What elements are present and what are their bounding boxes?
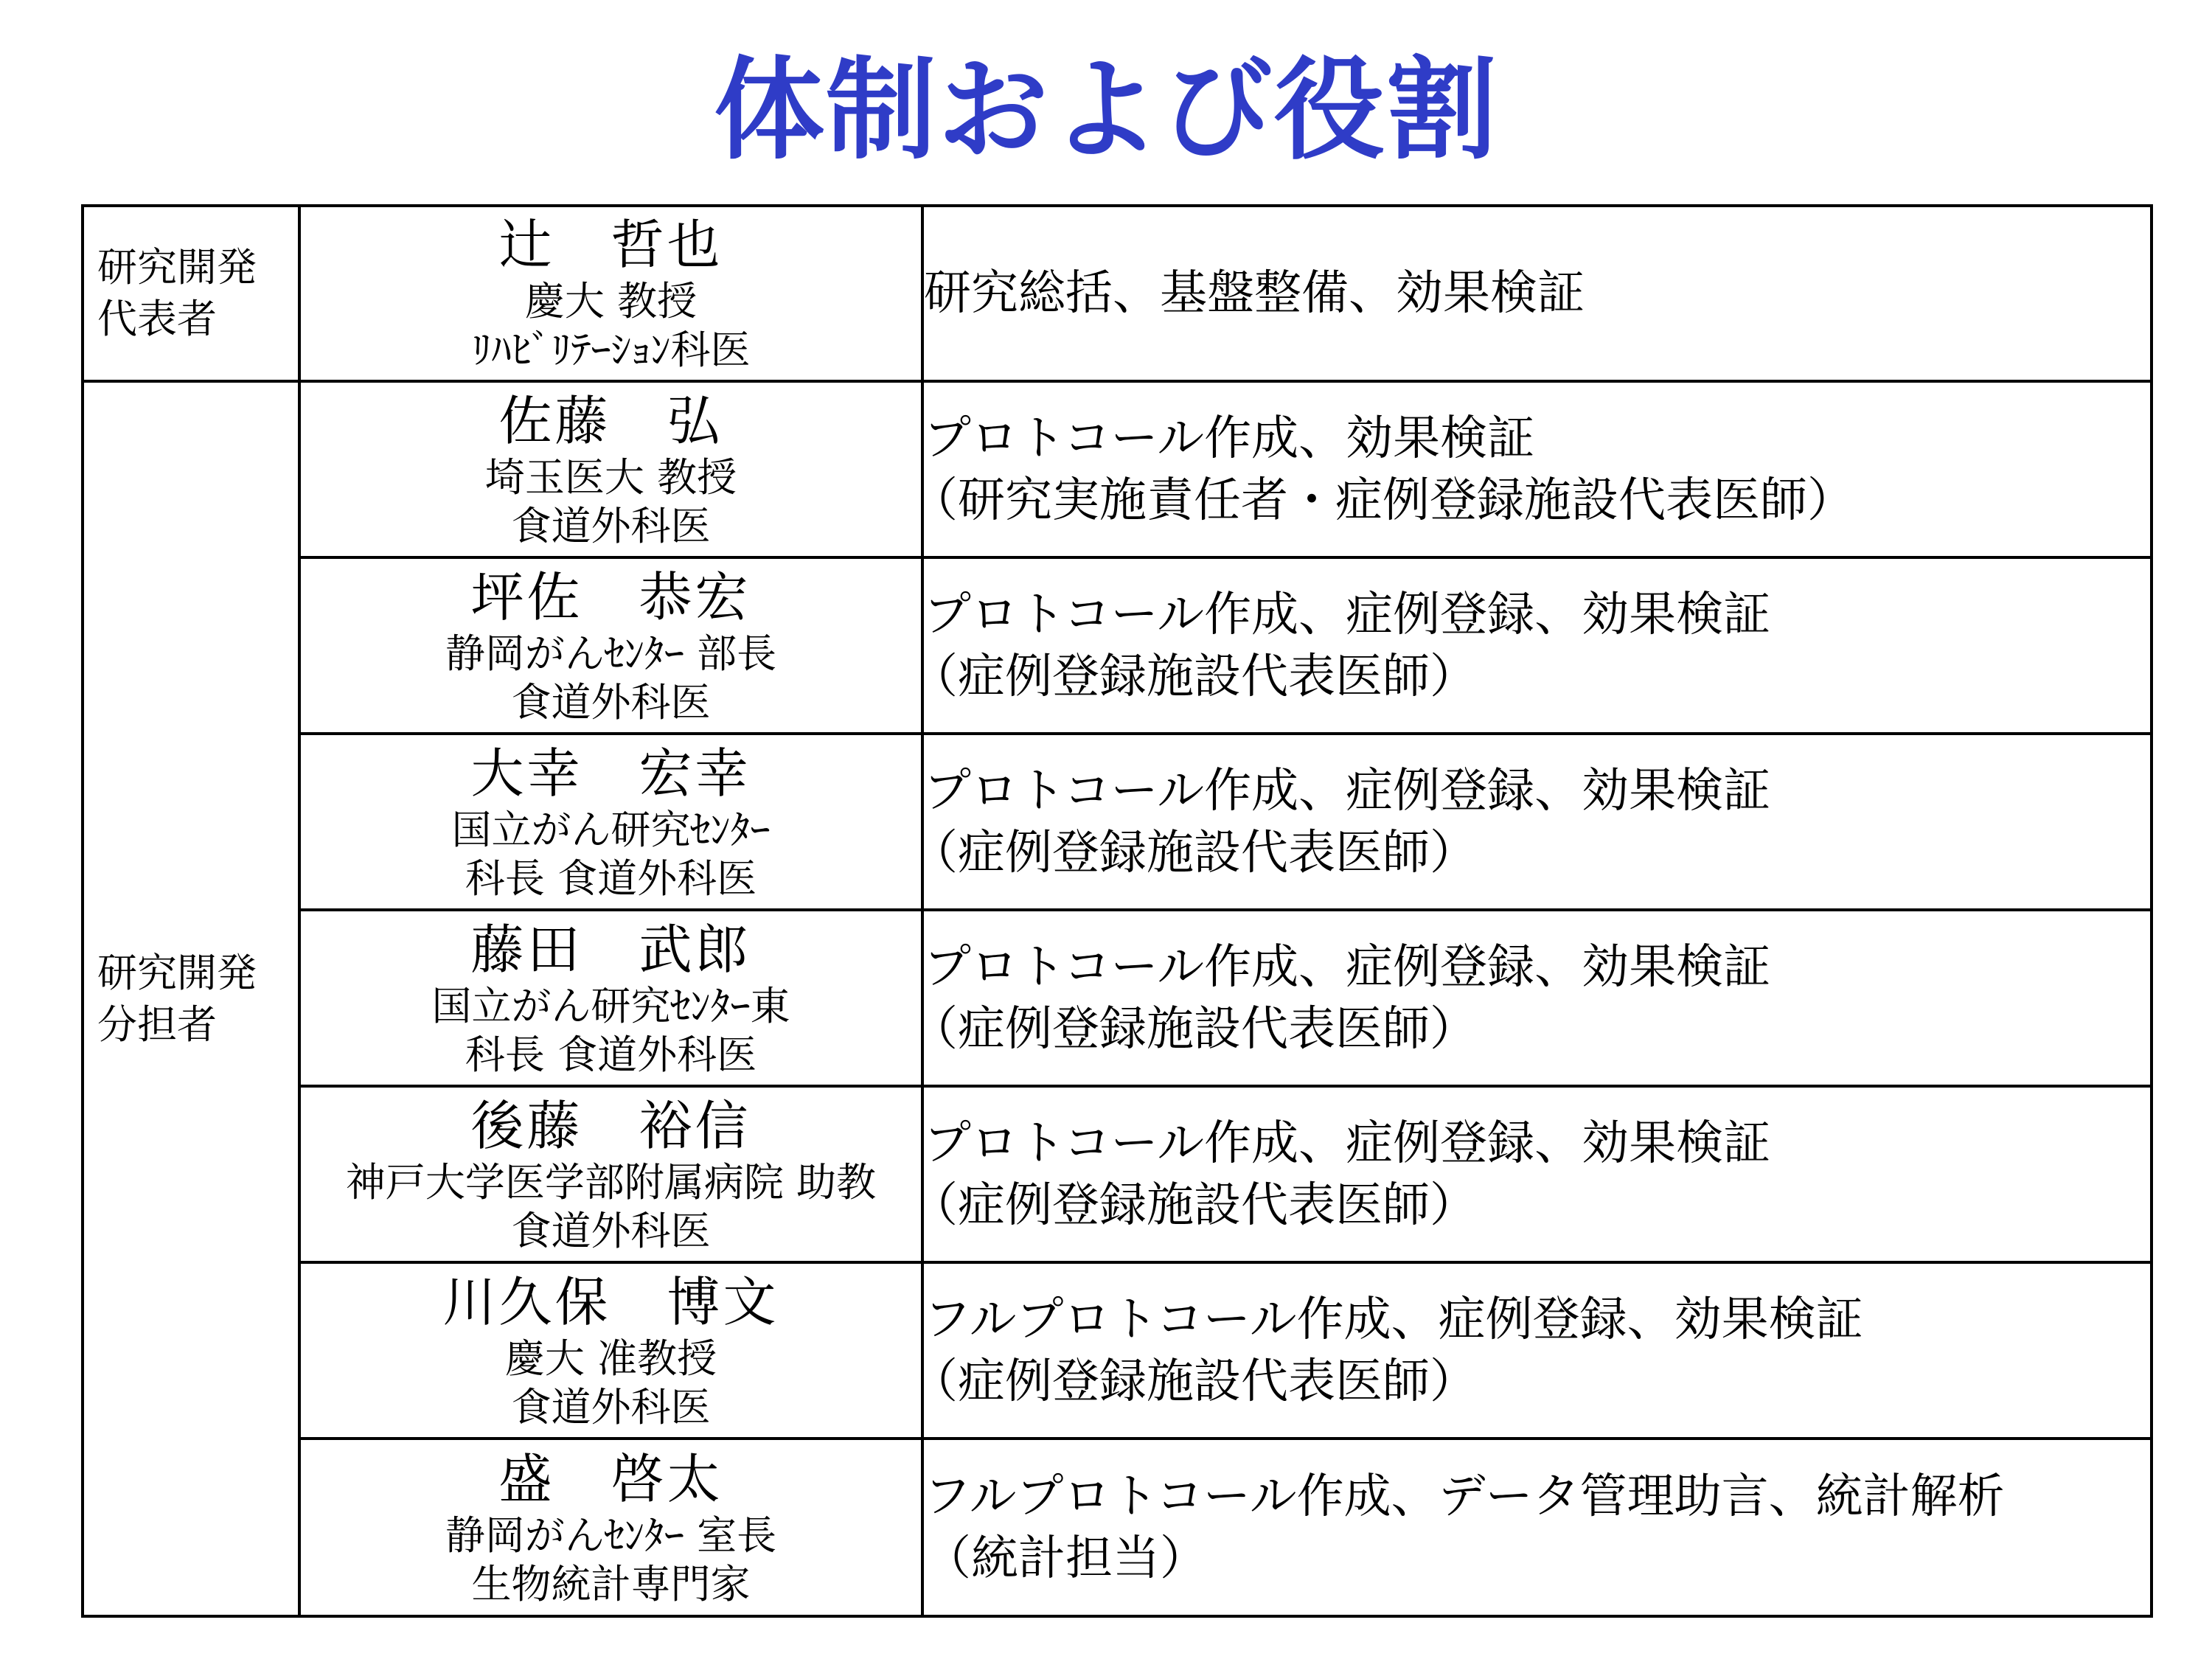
page-title: 体制および役割: [713, 46, 1498, 175]
member-name: 大幸 宏幸: [470, 742, 751, 804]
table-row: [83, 206, 2152, 381]
role-note: （症例登録施設代表医師）: [911, 1178, 1477, 1233]
role-cell: [922, 1439, 2152, 1616]
role-note: （症例登録施設代表医師）: [911, 1354, 1477, 1409]
member-cell: [299, 557, 922, 734]
role-text: プロトコール作成、症例登録、効果検証: [924, 587, 1771, 642]
member-affiliation: 慶大 教授: [524, 278, 698, 324]
member-affiliation: 慶大 准教授: [504, 1335, 717, 1382]
member-name: 辻 哲也: [498, 214, 723, 276]
table-row: [83, 1439, 2152, 1616]
member-name: 川久保 博文: [442, 1270, 779, 1333]
group-label-line: 研究開発: [97, 949, 257, 996]
member-department: 科長 食道外科医: [465, 1031, 757, 1078]
member-name: 盛 啓太: [498, 1447, 723, 1510]
role-text: プロトコール作成、症例登録、効果検証: [924, 939, 1771, 995]
member-affiliation: 静岡がんｾﾝﾀｰ 室長: [445, 1512, 777, 1559]
group-label-line: 分担者: [97, 1001, 217, 1048]
member-affiliation: 国立がん研究ｾﾝﾀｰ: [451, 806, 771, 853]
role-text: 研究総括、基盤整備、効果検証: [924, 266, 1585, 321]
member-cell: [299, 381, 922, 557]
member-cell: [299, 1439, 922, 1616]
member-cell: [299, 734, 922, 910]
role-cell: [911, 1086, 2152, 1262]
role-cell: [911, 910, 2152, 1086]
group-cell-sharing: [83, 381, 299, 1616]
roles-table: [81, 204, 2153, 1618]
table-row: [83, 1262, 2152, 1439]
group-label-line: 代表者: [97, 296, 217, 342]
member-name: 坪佐 恭宏: [470, 566, 751, 628]
member-department: 食道外科医: [511, 1383, 711, 1430]
member-name: 佐藤 弘: [498, 389, 723, 452]
member-affiliation: 埼玉医大 教授: [484, 453, 737, 501]
member-affiliation: 神戸大学医学部附属病院 助教: [345, 1158, 877, 1206]
member-cell: [299, 206, 922, 381]
member-cell: [299, 1086, 922, 1262]
member-department: 生物統計専門家: [471, 1560, 751, 1607]
member-cell: [299, 1262, 922, 1439]
member-affiliation: 静岡がんｾﾝﾀｰ 部長: [445, 630, 777, 677]
member-department: 食道外科医: [511, 678, 711, 726]
member-department: 科長 食道外科医: [465, 855, 757, 902]
member-name: 後藤 裕信: [470, 1094, 751, 1157]
role-cell: [911, 1262, 2152, 1439]
role-text: プロトコール作成、効果検証: [924, 411, 1535, 466]
member-affiliation: 国立がん研究ｾﾝﾀｰ東: [431, 982, 790, 1029]
table-row: [83, 1086, 2152, 1262]
group-cell-representative: [83, 206, 299, 381]
table-row: [83, 557, 2152, 734]
group-label-line: 研究開発: [97, 244, 257, 291]
member-cell: [299, 910, 922, 1086]
role-note: （症例登録施設代表医師）: [911, 1001, 1477, 1057]
role-text: プロトコール作成、症例登録、効果検証: [924, 763, 1771, 818]
role-cell: [922, 206, 2152, 381]
member-name: 藤田 武郎: [470, 918, 751, 981]
role-note: （症例登録施設代表医師）: [911, 825, 1477, 880]
role-note: （症例登録施設代表医師）: [911, 649, 1477, 704]
member-department: 食道外科医: [511, 502, 711, 549]
role-note: （研究実施責任者・症例登録施設代表医師）: [911, 473, 1854, 528]
role-cell: [911, 557, 2152, 734]
role-text: プロトコール作成、症例登録、効果検証: [924, 1116, 1771, 1171]
group-label: [84, 947, 298, 1051]
table-row: [83, 734, 2152, 910]
role-cell: [911, 381, 2152, 557]
table-row: [83, 381, 2152, 557]
role-text: フルプロトコール作成、症例登録、効果検証: [924, 1292, 1863, 1347]
role-note: （統計担当）: [924, 1531, 1207, 1586]
table-row: [83, 910, 2152, 1086]
member-department: 食道外科医: [511, 1207, 711, 1254]
role-cell: [911, 734, 2152, 910]
member-department: ﾘﾊﾋﾞﾘﾃｰｼｮﾝ科医: [471, 327, 751, 373]
role-text: フルプロトコール作成、データ管理助言、統計解析: [924, 1469, 2005, 1524]
group-label: [84, 242, 298, 345]
